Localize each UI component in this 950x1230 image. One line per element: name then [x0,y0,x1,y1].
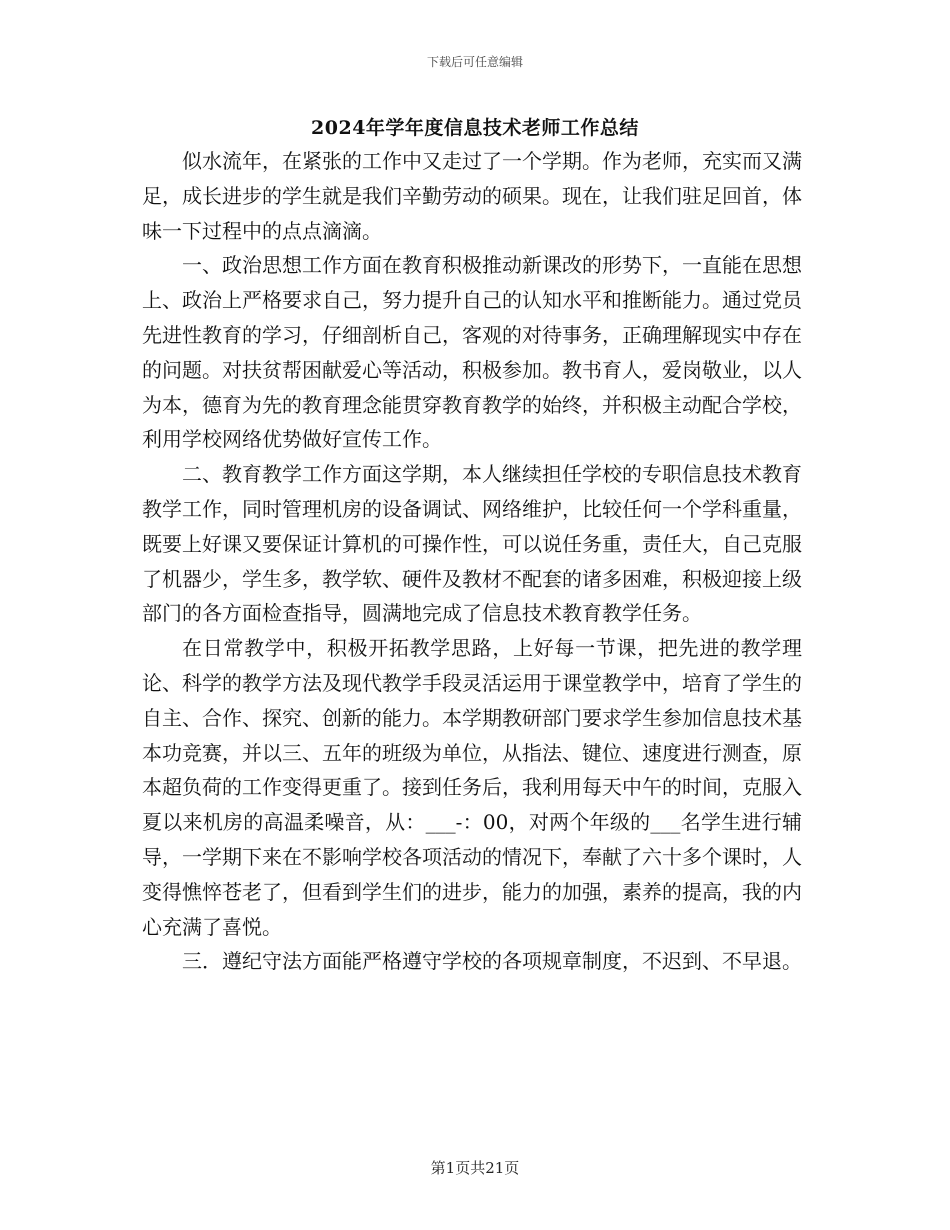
paragraph-intro: 似水流年，在紧张的工作中又走过了一个学期。作为老师，充实而又满足，成长进步的学生就是我们辛勤劳动的硕果。现在，让我们驻足回首，体味一下过程中的点点滴滴。 [142,149,802,243]
paragraph-political-thought: 一、政治思想工作方面在教育积极推动新课改的形势下，一直能在思想上、政治上严格要求自己，努力提升自己的认知水平和推断能力。通过党员先进性教育的学习，仔细剖析自己，客观的对待事务，正确理解现实中存在的问题。对扶贫帮困献爱心等活动，积极参加。教书育人，爱岗敬业，以人为本，德育为先的教育理念能贯穿教育教学的始终，并积极主动配合学校，利用学校网络优势做好宣传工作。 [142,253,802,452]
document-body [142,144,802,979]
header-note: 下载后可任意编辑 [426,55,523,69]
paragraph-discipline: 三．遵纪守法方面能严格遵守学校的各项规章制度，不迟到、不早退。 [182,949,802,974]
paragraph-teaching-work: 二、教育教学工作方面这学期，本人继续担任学校的专职信息技术教育教学工作，同时管理机房的设备调试、网络维护，比较任何一个学科重量，既要上好课又要保证计算机的可操作性，可以说任务重，责任大，自己克服了机器少，学生多，教学软、硬件及教材不配套的诸多困难，积极迎接上级部门的各方面检查指导，圆满地完成了信息技术教育教学任务。 [142,462,802,626]
document-title: 2024年学年度信息技术老师工作总结 [311,117,639,139]
page-number-footer: 第1页共21页 [430,1159,520,1177]
paragraph-daily-teaching: 在日常教学中，积极开拓教学思路，上好每一节课，把先进的教学理论、科学的教学方法及现代教学手段灵活运用于课堂教学中，培育了学生的自主、合作、探究、创新的能力。本学期教研部门要求学生参加信息技术基本功竞赛，并以三、五年的班级为单位，从指法、键位、速度进行测查，原本超负荷的工作变得更重了。接到任务后，我利用每天中午的时间，克服入夏以来机房的高温柔噪音，从：___-：00，对两个年级的___名学生进行辅导，一学期下来在不影响学校各项活动的情况下，奉献了六十多个课时，人变得憔悴苍老了，但看到学生们的进步，能力的加强，素养的提高，我的内心充满了喜悦。 [142,636,802,939]
